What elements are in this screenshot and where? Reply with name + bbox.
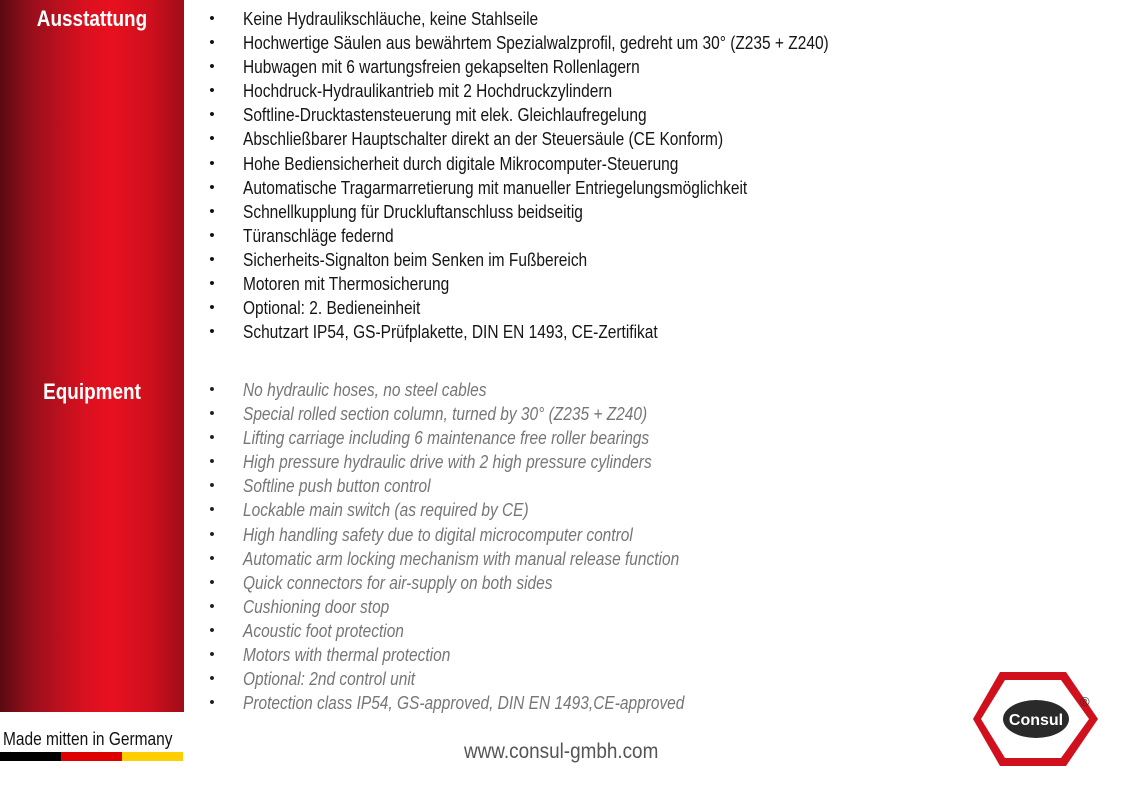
bullet-icon: •: [209, 694, 215, 712]
feature-text: Acoustic foot protection: [243, 620, 404, 641]
bullet-icon: •: [209, 621, 215, 639]
bullet-icon: •: [209, 670, 215, 688]
bullet-icon: •: [209, 299, 215, 317]
bullet-icon: •: [209, 453, 215, 471]
bullet-icon: •: [209, 405, 215, 423]
feature-text: Sicherheits-Signalton beim Senken im Fußbereich: [243, 249, 588, 270]
made-in-germany-label: Made mitten in Germany: [3, 729, 173, 749]
bullet-icon: •: [209, 549, 215, 567]
feature-text: Lifting carriage including 6 maintenance free roller bearings: [243, 428, 650, 449]
registered-mark: ®: [1080, 694, 1090, 709]
feature-text: Protection class IP54, GS-approved, DIN EN 1493,CE-approved: [243, 693, 685, 714]
bullet-icon: •: [209, 573, 215, 591]
bullet-icon: •: [209, 646, 215, 664]
bullet-icon: •: [209, 323, 215, 341]
bullet-icon: •: [209, 10, 215, 27]
feature-text: Optional: 2nd control unit: [243, 669, 416, 690]
red-sidebar: [0, 0, 184, 712]
website-url: www.consul-gmbh.com: [464, 740, 659, 763]
bullet-icon: •: [209, 429, 215, 447]
bullet-icon: •: [209, 82, 215, 100]
feature-text: Special rolled section column, turned by 30° (Z235 + Z240): [243, 404, 648, 425]
feature-text: Hochwertige Säulen aus bewährtem Spezialwalzprofil, gedreht um 30° (Z235 + Z240): [243, 33, 829, 54]
feature-text: Lockable main switch (as required by CE): [243, 500, 529, 521]
bullet-icon: •: [209, 202, 215, 220]
bullet-icon: •: [209, 58, 215, 76]
feature-text: Hubwagen mit 6 wartungsfreien gekapselten Rollenlagern: [243, 57, 640, 78]
bullet-icon: •: [209, 501, 215, 519]
bullet-icon: •: [209, 525, 215, 543]
feature-text: Abschließbarer Hauptschalter direkt an der Steuersäule (CE Konform): [243, 129, 724, 150]
feature-text: High handling safety due to digital microcomputer control: [243, 524, 633, 545]
feature-text: Automatische Tragarmarretierung mit manueller Entriegelungsmöglichkeit: [243, 177, 748, 198]
bullet-icon: •: [209, 250, 215, 268]
feature-text: Optional: 2. Bedieneinheit: [243, 298, 421, 319]
flag-stripe-gold: [122, 752, 183, 761]
bullet-icon: •: [209, 275, 215, 293]
bullet-icon: •: [209, 178, 215, 196]
bullet-icon: •: [209, 106, 215, 124]
bullet-icon: •: [209, 381, 215, 398]
feature-text: No hydraulic hoses, no steel cables: [243, 380, 487, 400]
feature-text: High pressure hydraulic drive with 2 high pressure cylinders: [243, 452, 652, 473]
feature-text: Motors with thermal protection: [243, 645, 451, 666]
feature-text: Hohe Bediensicherheit durch digitale Mikrocomputer-Steuerung: [243, 153, 679, 174]
bullet-icon: •: [209, 597, 215, 615]
section-title-equipment: Equipment: [43, 379, 141, 404]
feature-text: Automatic arm locking mechanism with manual release function: [243, 548, 680, 569]
feature-text: Motoren mit Thermosicherung: [243, 274, 450, 295]
bullet-icon: •: [209, 154, 215, 172]
consul-logo: [970, 669, 1100, 769]
bullet-icon: •: [209, 130, 215, 148]
feature-text: Softline push button control: [243, 476, 431, 497]
section-title-ausstattung: Ausstattung: [36, 6, 148, 31]
feature-text: Schutzart IP54, GS-Prüfplakette, DIN EN 1493, CE-Zertifikat: [243, 322, 658, 343]
bullet-icon: •: [209, 226, 215, 244]
logo-wordmark: Consul: [1008, 712, 1064, 729]
bullet-icon: •: [209, 477, 215, 495]
feature-text: Schnellkupplung für Druckluftanschluss beidseitig: [243, 201, 583, 222]
feature-text: Cushioning door stop: [243, 596, 390, 617]
feature-text: Softline-Drucktastensteuerung mit elek. Gleichlaufregelung: [243, 105, 647, 126]
german-flag-stripe: [0, 752, 183, 761]
feature-text: Quick connectors for air-supply on both sides: [243, 572, 553, 593]
flag-stripe-black: [0, 752, 61, 761]
feature-text: Türanschläge federnd: [243, 225, 394, 246]
feature-text: Keine Hydraulikschläuche, keine Stahlseile: [243, 9, 539, 29]
flag-stripe-red: [61, 752, 122, 761]
bullet-icon: •: [209, 34, 215, 52]
feature-text: Hochdruck-Hydraulikantrieb mit 2 Hochdruckzylindern: [243, 81, 613, 102]
